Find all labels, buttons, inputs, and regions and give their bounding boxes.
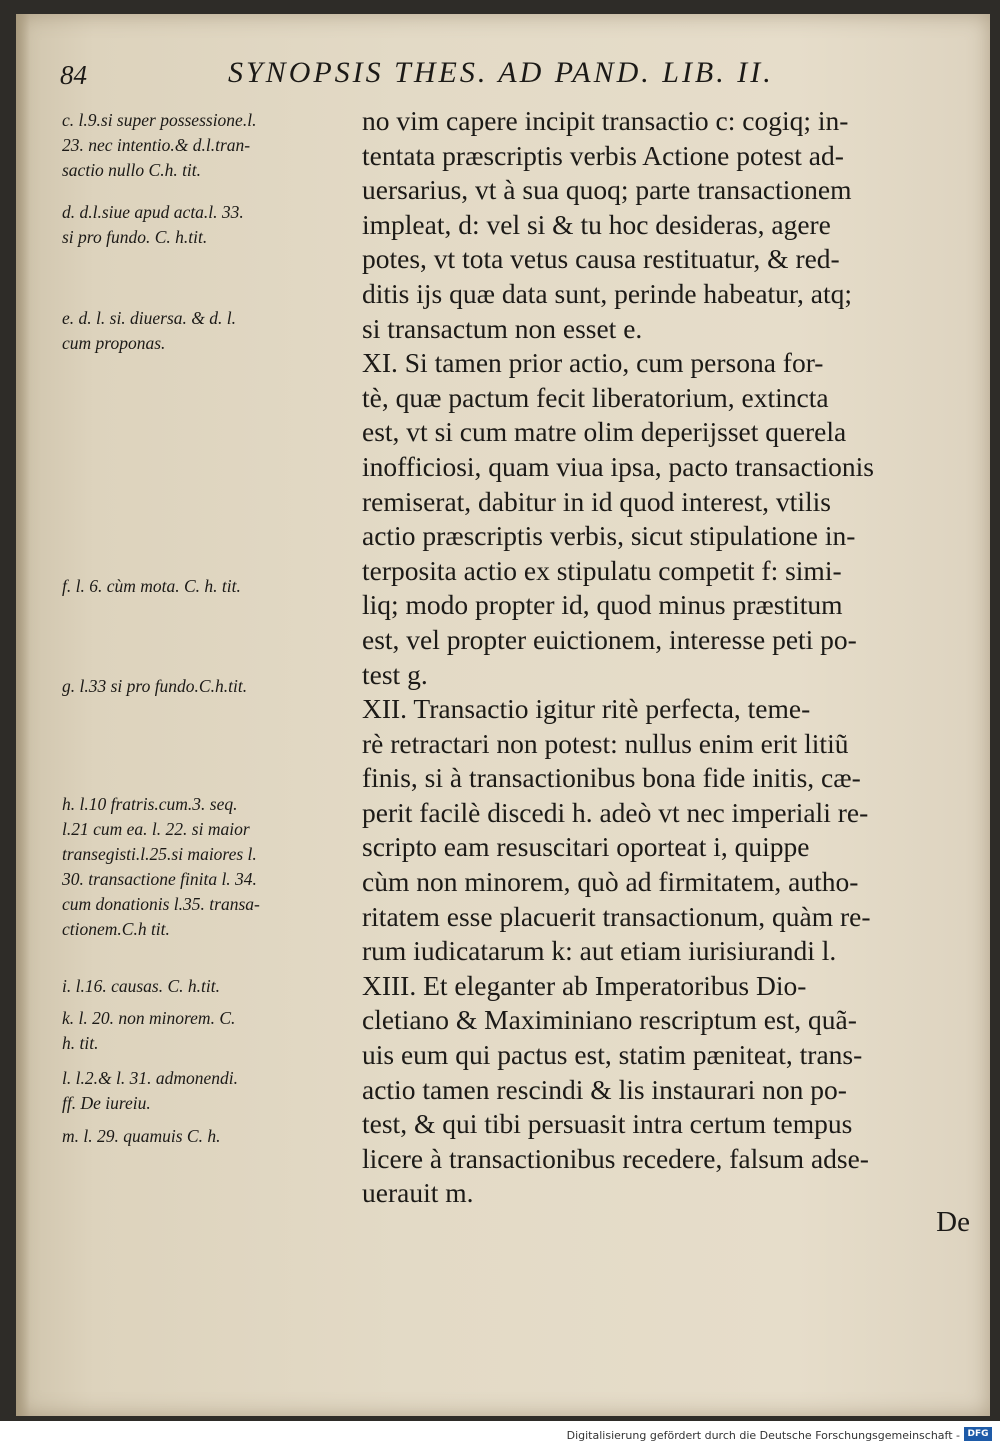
- note-line: l. l.2.& l. 31. admonendi.: [62, 1068, 238, 1088]
- text-line: uis eum qui pactus est, statim pæniteat, trans-: [362, 1039, 863, 1071]
- text-line: perit facilè discedi h. adeò vt nec imperiali re-: [362, 796, 869, 828]
- text-line: si transactum non esset e.: [362, 312, 643, 344]
- text-line: tentata præscriptis verbis Actione potest ad-: [362, 139, 844, 171]
- margin-note-h: [62, 792, 362, 942]
- text-line: finis, si à transactionibus bona fide initis, cæ-: [362, 762, 861, 794]
- text-line: no vim capere incipit transactio c: cogiq; in-: [362, 105, 849, 136]
- catchword: De: [936, 1206, 970, 1238]
- note-line: h. l.10 fratris.cum.3. seq.: [62, 794, 238, 814]
- text-line: actio tamen rescindi & lis instaurari non po-: [362, 1073, 847, 1105]
- text-line: terposita actio ex stipulatu competit f: simi-: [362, 554, 842, 586]
- note-line: si pro fundo. C. h.tit.: [62, 227, 208, 247]
- margin-note-d: [62, 200, 362, 250]
- note-line: c. l.9.si super possessione.l.: [62, 110, 257, 130]
- margin-note-l: [62, 1066, 362, 1116]
- running-head: [60, 56, 940, 96]
- margin-note-f: [62, 574, 362, 599]
- margin-note-i: [62, 974, 362, 999]
- text-line: test, & qui tibi persuasit intra certum tempus: [362, 1108, 853, 1140]
- page-gutter-shadow: [16, 14, 30, 1416]
- text-line: tè, quæ pactum fecit liberatorium, extincta: [362, 381, 829, 413]
- text-line: rum iudicatarum k: aut etiam iurisiurandi l.: [362, 935, 837, 967]
- text-line: cletiano & Maximiniano rescriptum est, quã-: [362, 1004, 857, 1036]
- margin-note-m: [62, 1124, 362, 1149]
- text-line: scripto eam resuscitari oporteat i, quippe: [362, 831, 810, 863]
- text-line: impleat, d: vel si & tu hoc desideras, agere: [362, 208, 831, 240]
- text-line: liq; modo propter id, quod minus præstitum: [362, 589, 843, 621]
- dfg-logo: DFG: [964, 1427, 992, 1441]
- note-line: ff. De iureiu.: [62, 1093, 151, 1113]
- note-line: i. l.16. causas. C. h.tit.: [62, 976, 220, 996]
- note-line: cum donationis l.35. transa-: [62, 894, 260, 914]
- text-line: ditis ijs quæ data sunt, perinde habeatur, atq;: [362, 277, 852, 309]
- note-line: f. l. 6. cùm mota. C. h. tit.: [62, 576, 241, 596]
- text-line: remiserat, dabitur in id quod interest, vtilis: [362, 485, 831, 517]
- text-line: XIII. Et eleganter ab Imperatoribus Dio-: [362, 969, 807, 1001]
- note-line: e. d. l. si. diuersa. & d. l.: [62, 308, 237, 328]
- text-line: licere à transactionibus recedere, falsum adse-: [362, 1142, 869, 1174]
- text-line: rè retractari non potest: nullus enim erit litiũ: [362, 727, 849, 759]
- margin-note-e: [62, 306, 362, 356]
- note-line: 30. transactione finita l. 34.: [62, 869, 257, 889]
- note-line: d. d.l.siue apud acta.l. 33.: [62, 202, 244, 222]
- note-line: m. l. 29. quamuis C. h.: [62, 1126, 221, 1146]
- text-line: XII. Transactio igitur ritè perfecta, teme-: [362, 693, 811, 725]
- text-line: uersarius, vt à sua quoq; parte transactionem: [362, 174, 852, 206]
- note-line: transegisti.l.25.si maiores l.: [62, 844, 257, 864]
- text-line: potes, vt tota vetus causa restituatur, & red-: [362, 243, 840, 275]
- text-line: inofficiosi, quam viua ipsa, pacto transactionis: [362, 450, 874, 482]
- text-line: test g.: [362, 658, 428, 690]
- note-line: l.21 cum ea. l. 22. si maior: [62, 819, 250, 839]
- footer-credit: Digitalisierung gefördert durch die Deutsche Forschungsgemeinschaft -: [566, 1429, 960, 1442]
- running-title: SYNOPSIS THES. AD PAND. LIB. II.: [228, 56, 774, 89]
- note-line: ctionem.C.h tit.: [62, 919, 170, 939]
- margin-note-k: [62, 1006, 362, 1056]
- main-text-block: [362, 104, 974, 1211]
- text-line: uerauit m.: [362, 1177, 474, 1209]
- note-line: sactio nullo C.h. tit.: [62, 160, 202, 180]
- page-number: 84: [60, 60, 87, 90]
- note-line: 23. nec intentio.& d.l.tran-: [62, 135, 251, 155]
- margin-note-g: [62, 674, 362, 699]
- note-line: g. l.33 si pro fundo.C.h.tit.: [62, 676, 248, 696]
- text-line: est, vel propter euictionem, interesse peti po-: [362, 623, 857, 655]
- note-line: h. tit.: [62, 1033, 99, 1053]
- text-line: est, vt si cum matre olim deperijsset querela: [362, 416, 847, 448]
- note-line: k. l. 20. non minorem. C.: [62, 1008, 236, 1028]
- note-line: cum proponas.: [62, 333, 166, 353]
- text-line: actio præscriptis verbis, sicut stipulatione in-: [362, 520, 856, 552]
- digitization-footer: [0, 1421, 1000, 1449]
- text-line: cùm non minorem, quò ad firmitatem, autho-: [362, 866, 859, 898]
- text-line: ritatem esse placuerit transactionum, quàm re-: [362, 900, 871, 932]
- text-line: XI. Si tamen prior actio, cum persona for-: [362, 347, 824, 379]
- margin-note-c: [62, 108, 362, 183]
